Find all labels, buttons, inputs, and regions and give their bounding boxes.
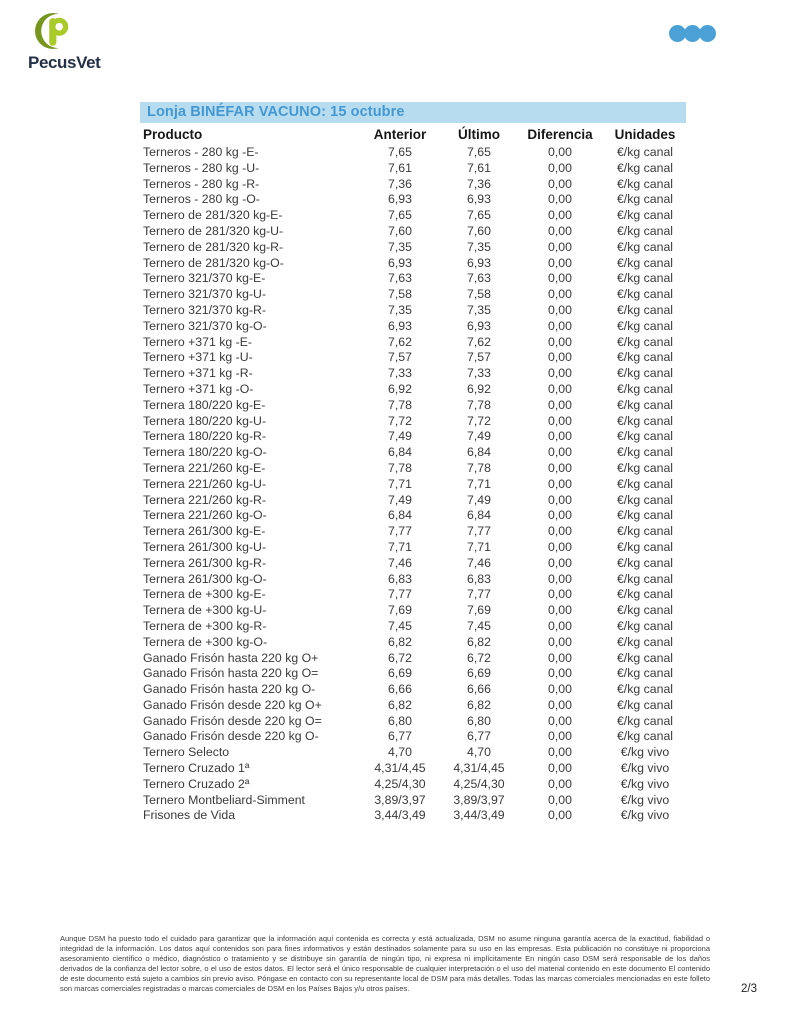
diferencia-cell: 0,00 xyxy=(548,192,572,207)
product-cell: Ternera 221/260 kg-U- xyxy=(143,476,267,491)
unidades-cell: €/kg canal xyxy=(616,302,674,317)
table-row xyxy=(140,303,686,319)
diferencia-cell: 0,00 xyxy=(548,508,572,523)
anterior-cell: 6,93 xyxy=(388,318,412,333)
diferencia-cell: 0,00 xyxy=(548,524,572,539)
unidades-cell: €/kg canal xyxy=(616,634,674,649)
table-row xyxy=(140,224,686,240)
column-header-unidades: Unidades xyxy=(614,127,676,142)
unidades-cell: €/kg canal xyxy=(616,618,674,633)
product-cell: Ternera 261/300 kg-E- xyxy=(143,524,266,539)
table-row xyxy=(140,808,686,824)
unidades-cell: €/kg canal xyxy=(616,397,674,412)
anterior-cell: 6,77 xyxy=(388,729,412,744)
unidades-cell: €/kg canal xyxy=(616,587,674,602)
unidades-cell: €/kg canal xyxy=(616,603,674,618)
ultimo-cell: 7,71 xyxy=(467,539,491,554)
column-header-diferencia: Diferencia xyxy=(527,127,593,142)
column-header-ultimo: Último xyxy=(458,127,500,142)
unidades-cell: €/kg canal xyxy=(616,287,674,302)
anterior-cell: 7,78 xyxy=(388,460,412,475)
table-row xyxy=(140,177,686,193)
unidades-cell: €/kg canal xyxy=(616,524,674,539)
table-row xyxy=(140,698,686,714)
unidades-cell: €/kg canal xyxy=(616,208,674,223)
table-row xyxy=(140,666,686,682)
dots-icon xyxy=(669,25,716,42)
unidades-cell: €/kg canal xyxy=(616,350,674,365)
table-row xyxy=(140,603,686,619)
anterior-cell: 6,84 xyxy=(388,508,412,523)
unidades-cell: €/kg canal xyxy=(616,508,674,523)
product-cell: Terneros - 280 kg -U- xyxy=(143,160,260,175)
table-row xyxy=(140,619,686,635)
product-cell: Ternero de 281/320 kg-O- xyxy=(143,255,284,270)
anterior-cell: 6,84 xyxy=(388,445,412,460)
anterior-cell: 3,44/3,49 xyxy=(374,808,426,823)
ultimo-cell: 6,93 xyxy=(467,192,491,207)
ultimo-cell: 7,78 xyxy=(467,460,491,475)
product-cell: Ternera 261/300 kg-U- xyxy=(143,539,267,554)
anterior-cell: 7,78 xyxy=(388,397,412,412)
price-table xyxy=(140,124,686,824)
unidades-cell: €/kg vivo xyxy=(620,745,670,760)
price-report xyxy=(140,102,686,824)
diferencia-cell: 0,00 xyxy=(548,208,572,223)
ultimo-cell: 6,93 xyxy=(467,255,491,270)
diferencia-cell: 0,00 xyxy=(548,223,572,238)
ultimo-cell: 7,33 xyxy=(467,366,491,381)
unidades-cell: €/kg canal xyxy=(616,666,674,681)
diferencia-cell: 0,00 xyxy=(548,160,572,175)
product-cell: Ternero +371 kg -U- xyxy=(143,350,253,365)
ultimo-cell: 4,25/4,30 xyxy=(453,776,505,791)
anterior-cell: 7,61 xyxy=(388,160,412,175)
anterior-cell: 7,63 xyxy=(388,271,412,286)
diferencia-cell: 0,00 xyxy=(548,555,572,570)
unidades-cell: €/kg vivo xyxy=(620,792,670,807)
unidades-cell: €/kg canal xyxy=(616,239,674,254)
diferencia-cell: 0,00 xyxy=(548,650,572,665)
table-row xyxy=(140,287,686,303)
table-row xyxy=(140,524,686,540)
ultimo-cell: 3,89/3,97 xyxy=(453,792,505,807)
diferencia-cell: 0,00 xyxy=(548,776,572,791)
product-cell: Ganado Frisón hasta 220 kg O+ xyxy=(143,650,319,665)
ultimo-cell: 7,36 xyxy=(467,176,491,191)
table-row xyxy=(140,651,686,667)
diferencia-cell: 0,00 xyxy=(548,271,572,286)
ultimo-cell: 6,69 xyxy=(467,666,491,681)
ultimo-cell: 7,61 xyxy=(467,160,491,175)
diferencia-cell: 0,00 xyxy=(548,413,572,428)
table-row xyxy=(140,382,686,398)
product-cell: Ternera 221/260 kg-E- xyxy=(143,460,266,475)
ultimo-cell: 7,65 xyxy=(467,145,491,159)
product-cell: Ternero +371 kg -R- xyxy=(143,366,253,381)
table-row xyxy=(140,729,686,745)
unidades-cell: €/kg canal xyxy=(616,555,674,570)
diferencia-cell: 0,00 xyxy=(548,761,572,776)
anterior-cell: 7,46 xyxy=(388,555,412,570)
product-cell: Ternera de +300 kg-O- xyxy=(143,634,268,649)
anterior-cell: 7,49 xyxy=(388,492,412,507)
product-cell: Ternera 261/300 kg-R- xyxy=(143,555,267,570)
ultimo-cell: 7,49 xyxy=(467,429,491,444)
ultimo-cell: 6,82 xyxy=(467,634,491,649)
ultimo-cell: 6,82 xyxy=(467,697,491,712)
product-cell: Ternero 321/370 kg-O- xyxy=(143,318,267,333)
unidades-cell: €/kg canal xyxy=(616,381,674,396)
ultimo-cell: 6,84 xyxy=(467,445,491,460)
ultimo-cell: 7,69 xyxy=(467,603,491,618)
diferencia-cell: 0,00 xyxy=(548,745,572,760)
pecusvet-logo xyxy=(28,12,118,73)
dot-icon xyxy=(699,25,716,42)
diferencia-cell: 0,00 xyxy=(548,381,572,396)
anterior-cell: 7,65 xyxy=(388,208,412,223)
diferencia-cell: 0,00 xyxy=(548,302,572,317)
unidades-cell: €/kg canal xyxy=(616,697,674,712)
unidades-cell: €/kg canal xyxy=(616,492,674,507)
table-row xyxy=(140,398,686,414)
unidades-cell: €/kg canal xyxy=(616,682,674,697)
table-row xyxy=(140,461,686,477)
product-cell: Ganado Frisón desde 220 kg O+ xyxy=(143,697,322,712)
table-row xyxy=(140,793,686,809)
unidades-cell: €/kg canal xyxy=(616,176,674,191)
diferencia-cell: 0,00 xyxy=(548,697,572,712)
table-row xyxy=(140,714,686,730)
product-cell: Ternera de +300 kg-U- xyxy=(143,603,267,618)
diferencia-cell: 0,00 xyxy=(548,729,572,744)
table-row xyxy=(140,556,686,572)
product-cell: Ganado Frisón hasta 220 kg O= xyxy=(143,666,319,681)
product-cell: Ternero Cruzado 2ª xyxy=(143,776,250,791)
anterior-cell: 7,36 xyxy=(388,176,412,191)
ultimo-cell: 6,84 xyxy=(467,508,491,523)
diferencia-cell: 0,00 xyxy=(548,682,572,697)
table-row xyxy=(140,445,686,461)
table-row xyxy=(140,761,686,777)
diferencia-cell: 0,00 xyxy=(548,145,572,159)
ultimo-cell: 7,58 xyxy=(467,287,491,302)
product-cell: Ternero de 281/320 kg-U- xyxy=(143,223,284,238)
legal-disclaimer: Aunque DSM ha puesto todo el cuidado para garantizar que la información aquí contenida es correcta y está actualizada, DSM no asume ninguna garantía acerca de la exactitud, fiabilidad o integridad de la información. Los datos aquí contenidos son para fines informativos y están destinados solamente para su uso en las empresas. Esta publicación no constituye ni proporciona asesoramiento científico o médico, diagnóstico o tratamiento y se distribuye sin garantía de ningún tipo, ni expresa ni implícitamente En ningún caso DSM será responsable de los daños derivados de la confianza del lector sobre, o el uso de estos datos. El lector será el único responsable de cualquier interpretación o el uso del material contenido en este documento El contenido de este documento está sujeto a cambios sin previo aviso. Póngase en contacto con su representante local de DSM para más detalles. Todas las marcas comerciales mencionadas en este folleto son marcas comerciales registradas o marcas comerciales de DSM en los Países Bajos y/u otros países. xyxy=(60,934,710,993)
table-row xyxy=(140,319,686,335)
product-cell: Ternera 221/260 kg-O- xyxy=(143,508,267,523)
ultimo-cell: 4,70 xyxy=(467,745,491,760)
unidades-cell: €/kg canal xyxy=(616,413,674,428)
diferencia-cell: 0,00 xyxy=(548,255,572,270)
unidades-cell: €/kg canal xyxy=(616,713,674,728)
unidades-cell: €/kg canal xyxy=(616,145,674,159)
diferencia-cell: 0,00 xyxy=(548,397,572,412)
unidades-cell: €/kg canal xyxy=(616,445,674,460)
anterior-cell: 7,57 xyxy=(388,350,412,365)
anterior-cell: 7,58 xyxy=(388,287,412,302)
table-row xyxy=(140,256,686,272)
product-cell: Ternera de +300 kg-R- xyxy=(143,618,267,633)
anterior-cell: 6,69 xyxy=(388,666,412,681)
anterior-cell: 4,31/4,45 xyxy=(374,761,426,776)
diferencia-cell: 0,00 xyxy=(548,539,572,554)
anterior-cell: 4,25/4,30 xyxy=(374,776,426,791)
diferencia-cell: 0,00 xyxy=(548,366,572,381)
ultimo-cell: 7,63 xyxy=(467,271,491,286)
table-row xyxy=(140,493,686,509)
diferencia-cell: 0,00 xyxy=(548,350,572,365)
product-cell: Ternero Cruzado 1ª xyxy=(143,761,250,776)
diferencia-cell: 0,00 xyxy=(548,666,572,681)
anterior-cell: 7,33 xyxy=(388,366,412,381)
table-row xyxy=(140,240,686,256)
unidades-cell: €/kg vivo xyxy=(620,808,670,823)
anterior-cell: 7,35 xyxy=(388,239,412,254)
table-row xyxy=(140,587,686,603)
diferencia-cell: 0,00 xyxy=(548,492,572,507)
product-cell: Ternera 261/300 kg-O- xyxy=(143,571,267,586)
ultimo-cell: 7,35 xyxy=(467,302,491,317)
product-cell: Ternero +371 kg -O- xyxy=(143,381,254,396)
diferencia-cell: 0,00 xyxy=(548,460,572,475)
ultimo-cell: 4,31/4,45 xyxy=(453,761,505,776)
product-cell: Ternera 221/260 kg-R- xyxy=(143,492,267,507)
product-cell: Ternero de 281/320 kg-R- xyxy=(143,239,284,254)
ultimo-cell: 7,77 xyxy=(467,524,491,539)
anterior-cell: 7,62 xyxy=(388,334,412,349)
anterior-cell: 7,77 xyxy=(388,524,412,539)
table-header-row xyxy=(140,124,686,145)
diferencia-cell: 0,00 xyxy=(548,571,572,586)
product-cell: Terneros - 280 kg -R- xyxy=(143,176,260,191)
price-table-body xyxy=(140,145,686,824)
logo-wordmark: PecusVet xyxy=(28,53,101,72)
anterior-cell: 6,80 xyxy=(388,713,412,728)
column-header-producto: Producto xyxy=(143,127,203,142)
page-number: 2/3 xyxy=(741,983,757,995)
unidades-cell: €/kg canal xyxy=(616,318,674,333)
diferencia-cell: 0,00 xyxy=(548,445,572,460)
product-cell: Ganado Frisón hasta 220 kg O- xyxy=(143,682,316,697)
anterior-cell: 6,93 xyxy=(388,255,412,270)
anterior-cell: 6,72 xyxy=(388,650,412,665)
ultimo-cell: 6,72 xyxy=(467,650,491,665)
table-row xyxy=(140,572,686,588)
anterior-cell: 7,77 xyxy=(388,587,412,602)
product-cell: Terneros - 280 kg -E- xyxy=(143,145,259,159)
ultimo-cell: 6,80 xyxy=(467,713,491,728)
product-cell: Ternera 180/220 kg-R- xyxy=(143,429,267,444)
product-cell: Ternero +371 kg -E- xyxy=(143,334,253,349)
product-cell: Ternera de +300 kg-E- xyxy=(143,587,266,602)
table-row xyxy=(140,366,686,382)
ultimo-cell: 7,49 xyxy=(467,492,491,507)
table-row xyxy=(140,429,686,445)
diferencia-cell: 0,00 xyxy=(548,476,572,491)
product-cell: Terneros - 280 kg -O- xyxy=(143,192,260,207)
table-row xyxy=(140,335,686,351)
unidades-cell: €/kg canal xyxy=(616,571,674,586)
column-header-anterior: Anterior xyxy=(373,127,427,142)
anterior-cell: 6,83 xyxy=(388,571,412,586)
anterior-cell: 7,60 xyxy=(388,223,412,238)
unidades-cell: €/kg canal xyxy=(616,460,674,475)
anterior-cell: 6,82 xyxy=(388,697,412,712)
ultimo-cell: 7,60 xyxy=(467,223,491,238)
product-cell: Ternero 321/370 kg-R- xyxy=(143,302,267,317)
table-row xyxy=(140,145,686,161)
product-cell: Ternera 180/220 kg-U- xyxy=(143,413,267,428)
unidades-cell: €/kg canal xyxy=(616,429,674,444)
ultimo-cell: 6,83 xyxy=(467,571,491,586)
diferencia-cell: 0,00 xyxy=(548,634,572,649)
product-cell: Ternera 180/220 kg-E- xyxy=(143,397,266,412)
unidades-cell: €/kg vivo xyxy=(620,776,670,791)
product-cell: Ternero de 281/320 kg-E- xyxy=(143,208,283,223)
table-row xyxy=(140,414,686,430)
unidades-cell: €/kg canal xyxy=(616,366,674,381)
diferencia-cell: 0,00 xyxy=(548,429,572,444)
anterior-cell: 7,45 xyxy=(388,618,412,633)
unidades-cell: €/kg canal xyxy=(616,192,674,207)
table-row xyxy=(140,635,686,651)
diferencia-cell: 0,00 xyxy=(548,318,572,333)
anterior-cell: 7,35 xyxy=(388,302,412,317)
unidades-cell: €/kg canal xyxy=(616,223,674,238)
ultimo-cell: 6,92 xyxy=(467,381,491,396)
diferencia-cell: 0,00 xyxy=(548,176,572,191)
unidades-cell: €/kg canal xyxy=(616,729,674,744)
table-row xyxy=(140,350,686,366)
table-row xyxy=(140,540,686,556)
anterior-cell: 7,69 xyxy=(388,603,412,618)
anterior-cell: 7,72 xyxy=(388,413,412,428)
diferencia-cell: 0,00 xyxy=(548,618,572,633)
anterior-cell: 7,71 xyxy=(388,476,412,491)
anterior-cell: 3,89/3,97 xyxy=(374,792,426,807)
product-cell: Ternero Selecto xyxy=(143,745,230,760)
unidades-cell: €/kg canal xyxy=(616,255,674,270)
anterior-cell: 7,65 xyxy=(388,145,412,159)
table-row xyxy=(140,192,686,208)
table-row xyxy=(140,208,686,224)
unidades-cell: €/kg canal xyxy=(616,160,674,175)
anterior-cell: 6,93 xyxy=(388,192,412,207)
ultimo-cell: 6,77 xyxy=(467,729,491,744)
diferencia-cell: 0,00 xyxy=(548,287,572,302)
product-cell: Frisones de Vida xyxy=(143,808,236,823)
product-cell: Ganado Frisón desde 220 kg O- xyxy=(143,729,319,744)
diferencia-cell: 0,00 xyxy=(548,239,572,254)
pecusvet-p-icon xyxy=(35,12,73,50)
anterior-cell: 6,66 xyxy=(388,682,412,697)
ultimo-cell: 7,46 xyxy=(467,555,491,570)
ultimo-cell: 7,65 xyxy=(467,208,491,223)
diferencia-cell: 0,00 xyxy=(548,587,572,602)
ultimo-cell: 6,66 xyxy=(467,682,491,697)
table-row xyxy=(140,745,686,761)
anterior-cell: 7,71 xyxy=(388,539,412,554)
ultimo-cell: 7,77 xyxy=(467,587,491,602)
table-row xyxy=(140,777,686,793)
ultimo-cell: 6,93 xyxy=(467,318,491,333)
unidades-cell: €/kg canal xyxy=(616,539,674,554)
table-row xyxy=(140,477,686,493)
ultimo-cell: 7,72 xyxy=(467,413,491,428)
ultimo-cell: 7,71 xyxy=(467,476,491,491)
table-row xyxy=(140,682,686,698)
ultimo-cell: 7,45 xyxy=(467,618,491,633)
product-cell: Ganado Frisón desde 220 kg O= xyxy=(143,713,322,728)
ultimo-cell: 7,62 xyxy=(467,334,491,349)
unidades-cell: €/kg canal xyxy=(616,334,674,349)
diferencia-cell: 0,00 xyxy=(548,334,572,349)
product-cell: Ternero Montbeliard-Simment xyxy=(143,792,305,807)
ultimo-cell: 7,78 xyxy=(467,397,491,412)
diferencia-cell: 0,00 xyxy=(548,808,572,823)
table-row xyxy=(140,508,686,524)
table-row xyxy=(140,271,686,287)
anterior-cell: 6,82 xyxy=(388,634,412,649)
unidades-cell: €/kg vivo xyxy=(620,761,670,776)
unidades-cell: €/kg canal xyxy=(616,271,674,286)
anterior-cell: 6,92 xyxy=(388,381,412,396)
unidades-cell: €/kg canal xyxy=(616,650,674,665)
product-cell: Ternero 321/370 kg-E- xyxy=(143,271,266,286)
diferencia-cell: 0,00 xyxy=(548,603,572,618)
product-cell: Ternera 180/220 kg-O- xyxy=(143,445,267,460)
ultimo-cell: 7,57 xyxy=(467,350,491,365)
diferencia-cell: 0,00 xyxy=(548,713,572,728)
ultimo-cell: 7,35 xyxy=(467,239,491,254)
product-cell: Ternero 321/370 kg-U- xyxy=(143,287,267,302)
table-row xyxy=(140,161,686,177)
table-title: Lonja BINÉFAR VACUNO: 15 octubre xyxy=(140,102,686,123)
anterior-cell: 4,70 xyxy=(388,745,412,760)
diferencia-cell: 0,00 xyxy=(548,792,572,807)
unidades-cell: €/kg canal xyxy=(616,476,674,491)
ultimo-cell: 3,44/3,49 xyxy=(453,808,505,823)
anterior-cell: 7,49 xyxy=(388,429,412,444)
